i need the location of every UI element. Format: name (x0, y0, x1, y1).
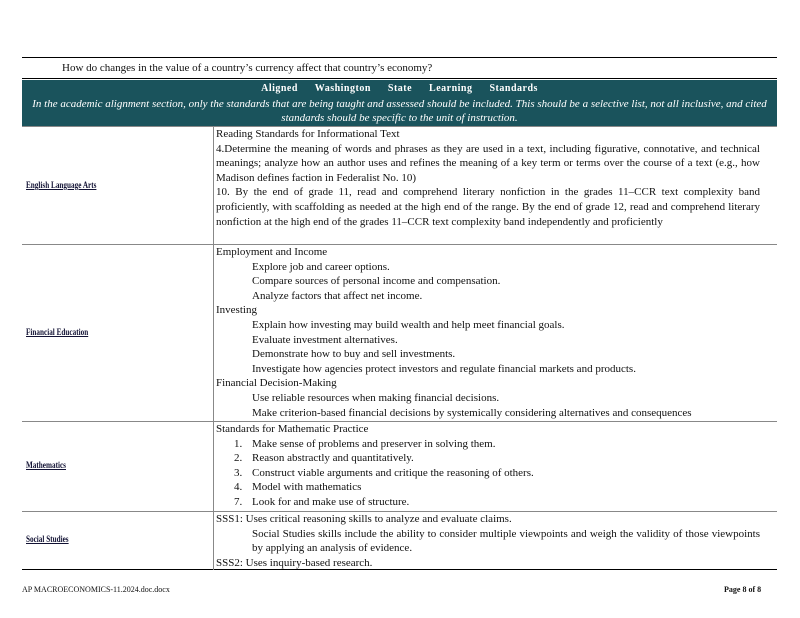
table-row (22, 126, 777, 244)
list-item: Use reliable resources when making financial decisions. (252, 391, 500, 404)
list-item: 1. Make sense of problems and preserver in solving them. (234, 437, 496, 450)
group-heading: Investing (216, 304, 257, 317)
subject-label: Social Studies (26, 534, 69, 544)
list-item: 2. Reason abstractly and quantitatively. (234, 452, 414, 465)
ss-standard-2: SSS2: Uses inquiry-based research. (216, 556, 373, 569)
column-divider (213, 126, 214, 570)
ss-standard-1: SSS1: Uses critical reasoning skills to analyze and evaluate claims. (216, 513, 512, 525)
list-item: Explain how investing may build wealth and help meet financial goals. (252, 318, 565, 331)
list-item: 7. Look for and make use of structure. (234, 495, 410, 508)
list-item: 4. Model with mathematics (234, 481, 362, 494)
subject-label: Financial Education (26, 327, 89, 337)
table-row (22, 511, 777, 569)
ela-heading: Reading Standards for Informational Text (216, 128, 400, 140)
group-heading: Employment and Income (216, 246, 328, 258)
subject-label: Mathematics (26, 460, 66, 470)
ela-standards (216, 127, 760, 229)
list-item: Analyze factors that affect net income. (252, 289, 423, 302)
table-row (22, 244, 777, 421)
ela-standard-4: 4.Determine the meaning of words and phrases as they are used in a text, including figurative, connotative, and technical meanings; analyze how an author uses and refines the meaning of a key term or terms over the course of a text (e.g., how Madison defines faction in Federalist No. 10) (216, 142, 760, 184)
subject-label: English Language Arts (26, 180, 97, 190)
standards-table (22, 126, 777, 570)
standards-title: Aligned Washington State Learning Standards (261, 83, 538, 94)
table-row (22, 421, 777, 511)
group-heading: Standards for Mathematic Practice (216, 423, 369, 435)
list-item: Explore job and career options. (252, 260, 390, 273)
guiding-question: How do changes in the value of a country’s currency affect that country’s economy? (62, 62, 433, 74)
social-studies-standards (216, 512, 760, 570)
guiding-question-row (22, 57, 777, 79)
list-item: Demonstrate how to buy and sell investments. (252, 348, 456, 361)
list-item: 3. Construct viable arguments and critique the reasoning of others. (234, 466, 534, 479)
standards-note: In the academic alignment section, only the standards that are being taught and assessed should be included. This should be a selective list, not all inclusive, and cited standards should be specific to the unit of instruction. (32, 98, 767, 124)
footer-page-number: Page 8 of 8 (724, 585, 762, 594)
standards-header (22, 80, 777, 126)
financial-standards (216, 245, 760, 420)
list-item: Make criterion-based financial decisions by systemically considering alternatives and consequences (252, 406, 692, 419)
list-item: Social Studies skills include the ability to consider multiple viewpoints and weigh the validity of those viewpoints by applying an analysis of evidence. (252, 527, 760, 555)
math-standards (216, 422, 760, 510)
list-item: Evaluate investment alternatives. (252, 333, 398, 346)
group-heading: Financial Decision-Making (216, 377, 337, 390)
footer-filename: AP MACROECONOMICS-11.2024.doc.docx (22, 585, 170, 594)
ela-standard-10: 10. By the end of grade 11, read and comprehend literary nonfiction in the grades 11–CCR text complexity band proficiently, with scaffolding as needed at the high end of the range. By the end of grade 12, read and comprehend literary nonfiction at the high end of the grades 11–CCR text complexity band independently and proficiently (216, 186, 760, 228)
list-item: Compare sources of personal income and compensation. (252, 275, 501, 288)
list-item: Investigate how agencies protect investors and regulate financial markets and products. (252, 362, 636, 375)
